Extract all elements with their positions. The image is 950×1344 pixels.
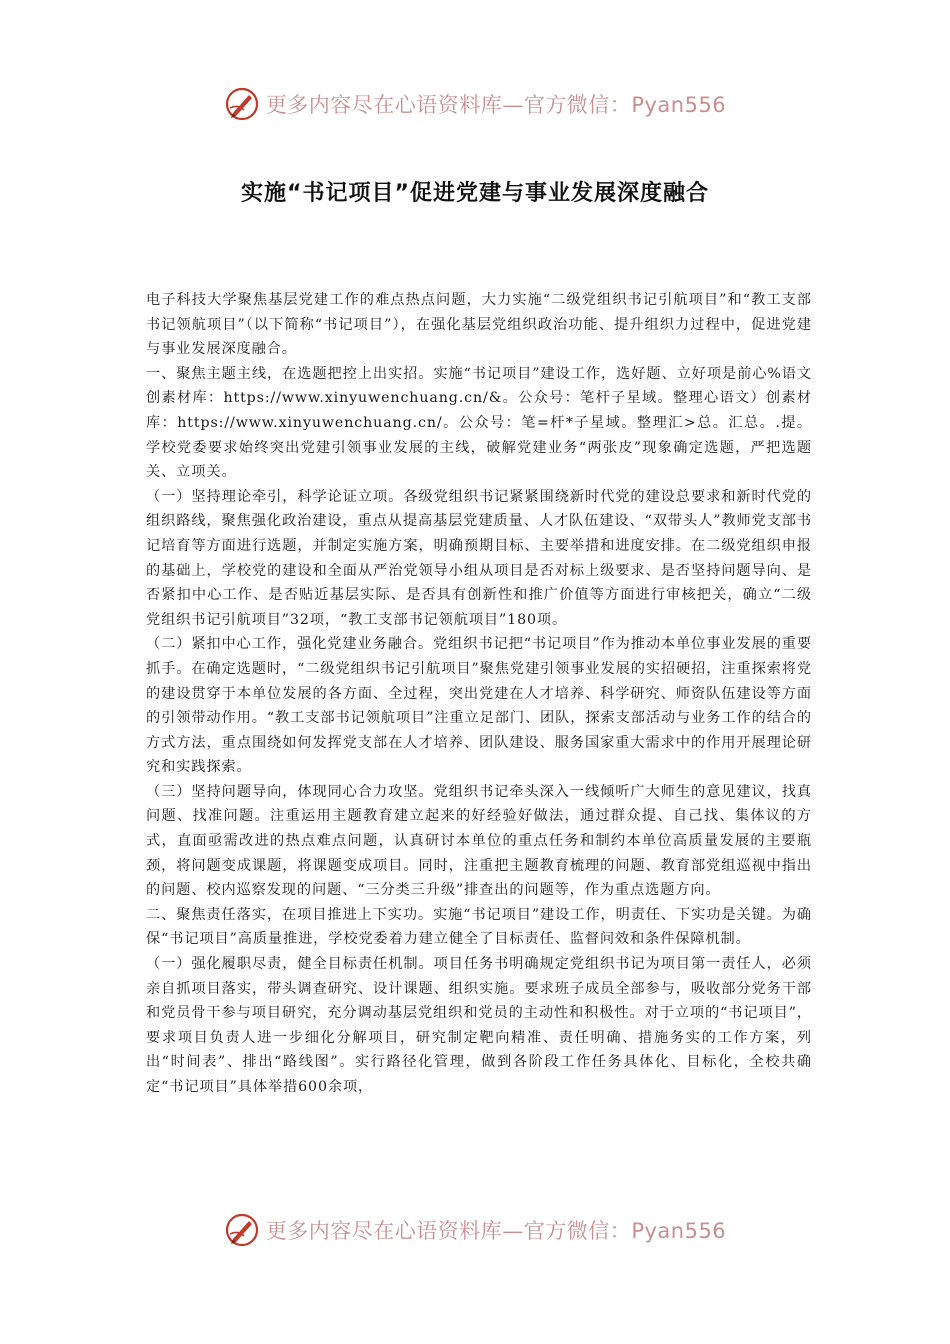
paragraph: 二、聚焦责任落实，在项目推进上下实功。实施“书记项目”建设工作，明责任、下实功是关键。为确保“书记项目”高质量推进，学校党委着力建立健全了目标责任、监督问效和条件保障机制。 bbox=[146, 906, 812, 948]
pen-logo-icon bbox=[224, 86, 260, 122]
paragraph: （一）坚持理论牵引，科学论证立项。各级党组织书记紧紧围绕新时代党的建设总要求和新时代党的组织路线，聚焦强化政治建设，重点从提高基层党建质量、人才队伍建设、“双带头人”教师党支部书记培育等方面进行选题，并制定实施方案，明确预期目标、主要举措和进度安排。在二级党组织申报的基础上，学校党的建设和全面从严治党领导小组从项目是否对标上级要求、是否坚持问题导向、是否紧扣中心工作、是否贴近基层实际、是否具有创新性和推广价值等方面进行审核把关，确立“二级党组织书记引航项目”32项，“教工支部书记领航项目”180项。 bbox=[146, 488, 812, 628]
paragraph: 电子科技大学聚焦基层党建工作的难点热点问题，大力实施“二级党组织书记引航项目”和“教工支部书记领航项目”（以下简称“书记项目”），在强化基层党组织政治功能、提升组织力过程中，促进党建与事业发展深度融合。 bbox=[146, 292, 812, 358]
banner-text bbox=[266, 1215, 726, 1245]
banner-official-label: 官方微信： bbox=[523, 1219, 632, 1243]
banner-separator: — bbox=[502, 93, 524, 117]
paragraph: （三）坚持问题导向，体现同心合力攻坚。党组织书记牵头深入一线倾听广大师生的意见建议，找真问题、找准问题。注重运用主题教育建立起来的好经验好做法，通过群众提、自己找、集体议的方式，直面亟需改进的热点难点问题，认真研讨本单位的重点任务和制约本单位高质量发展的主要瓶颈，将问题变成课题，将课题变成项目。同时，注重把主题教育梳理的问题、教育部党组巡视中指出的问题、校内巡察发现的问题、“三分类三升级”排查出的问题等，作为重点选题方向。 bbox=[146, 783, 812, 899]
banner-account: Pyan556 bbox=[631, 93, 727, 117]
paragraph: （二）紧扣中心工作，强化党建业务融合。党组织书记把“书记项目”作为推动本单位事业发展的重要抓手。在确定选题时，“二级党组织书记引航项目”聚焦党建引领事业发展的实招硬招，注重探索将党的建设贯穿于本单位发展的各方面、全过程，突出党建在人才培养、科学研究、师资队伍建设等方面的引领带动作用。“教工支部书记领航项目”注重立足部门、团队，探索支部活动与业务工作的结合的方式方法，重点围绕如何发挥党支部在人才培养、团队建设、服务国家重大需求中的作用开展理论研究和实践探索。 bbox=[146, 636, 812, 776]
paragraph: 一、聚焦主题主线，在选题把控上出实招。实施“书记项目”建设工作，选好题、立好项是前心%语文创素材库：https://www.xinyuwenchuang.cn/&。公众号：笔杆子星域。整理心语文）创素材库：https://www.xinyuwenchuang.cn/。公众号：笔=杆*子星域。整理汇>总。汇总。.提。学校党委要求始终突出党建引领事业发展的主线，破解党建业务“两张皮”现象确定选题，严把选题关、立项关。 bbox=[146, 365, 812, 481]
pen-logo-icon bbox=[224, 1212, 260, 1248]
banner-text bbox=[266, 89, 726, 119]
footer-banner bbox=[0, 1208, 950, 1252]
banner-official-label: 官方微信： bbox=[523, 93, 632, 117]
banner-main-text: 更多内容尽在心语资料库 bbox=[265, 93, 503, 117]
banner-separator: — bbox=[502, 1219, 524, 1243]
header-banner bbox=[0, 82, 950, 126]
banner-account: Pyan556 bbox=[631, 1219, 727, 1243]
banner-main-text: 更多内容尽在心语资料库 bbox=[265, 1219, 503, 1243]
document-body bbox=[146, 288, 812, 1100]
paragraph: （一）强化履职尽责，健全目标责任机制。项目任务书明确规定党组织书记为项目第一责任人，必须亲自抓项目落实，带头调查研究、设计课题、组织实施。要求班子成员全部参与，吸收部分党务干部和党员骨干参与项目研究，充分调动基层党组织和党员的主动性和积极性。对于立项的“书记项目”，要求项目负责人进一步细化分解项目，研究制定靶向精准、责任明确、措施务实的工作方案，列出“时间表”、排出“路线图”。实行路径化管理，做到各阶段工作任务具体化、目标化，全校共确定“书记项目”具体举措600余项， bbox=[146, 956, 812, 1095]
document-title: 实施“书记项目”促进党建与事业发展深度融合 bbox=[241, 181, 709, 206]
